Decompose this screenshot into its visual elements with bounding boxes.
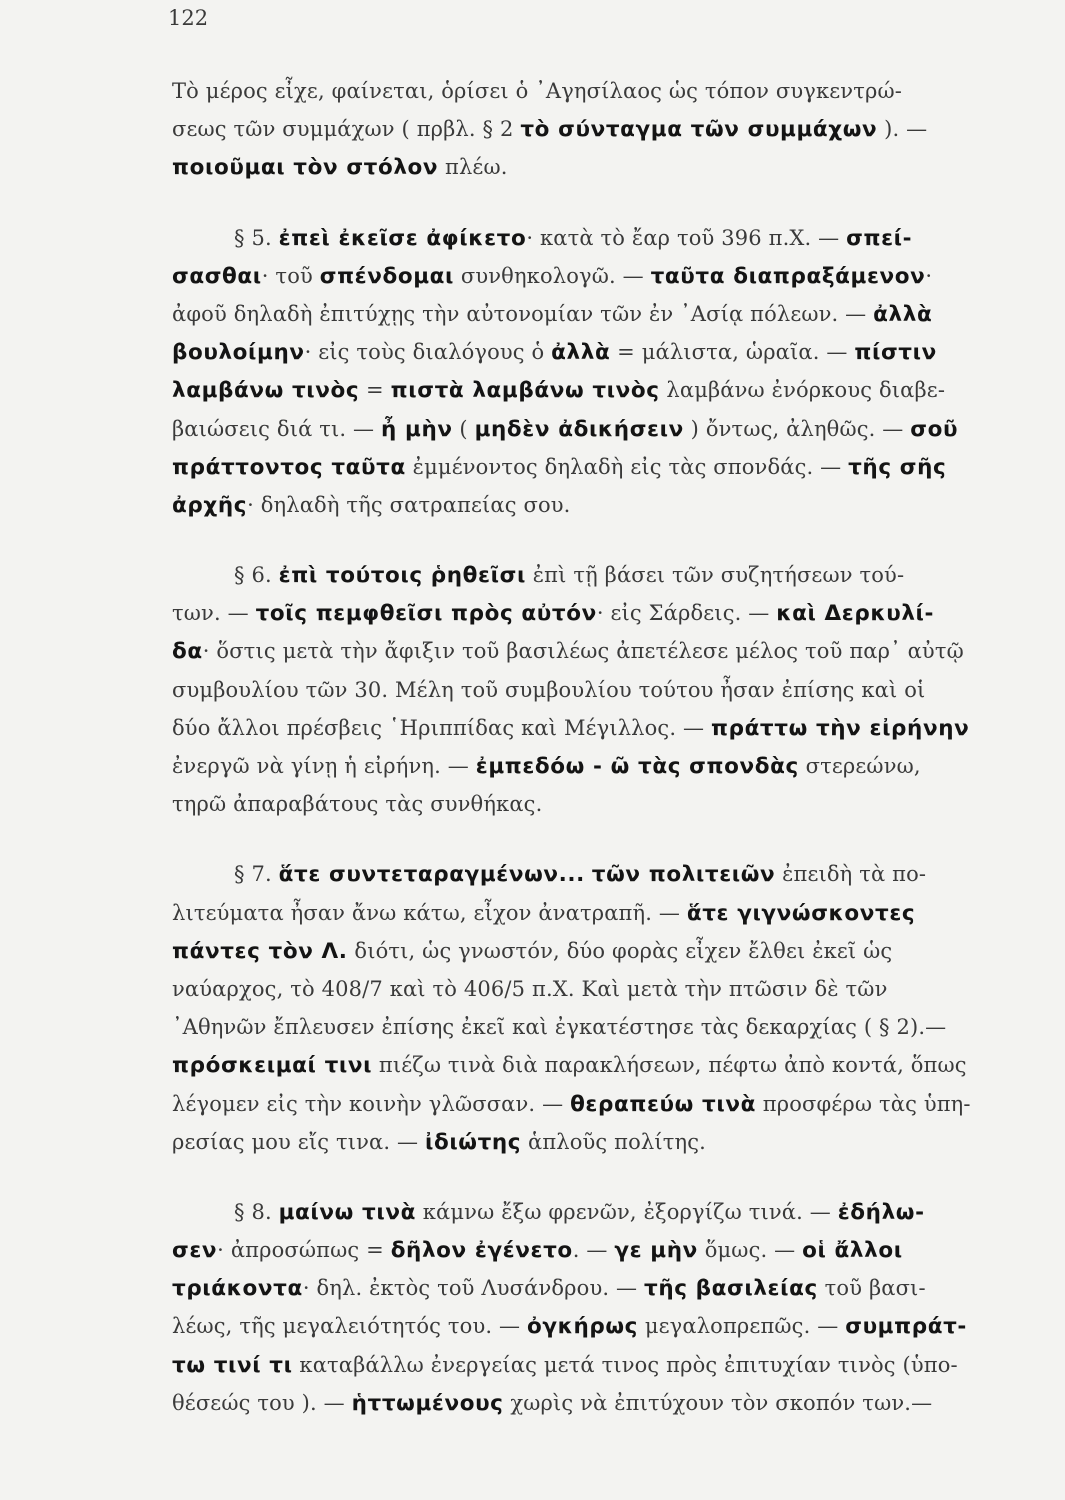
gloss-text xyxy=(585,862,592,886)
bold-lemma: τὸ σύνταγμα τῶν συμμάχων xyxy=(520,117,878,143)
bold-lemma: δῆλον ἐγένετο xyxy=(390,1238,573,1264)
text-line xyxy=(172,594,1030,632)
text-line xyxy=(172,110,1030,148)
gloss-text: · εἰς τοὺς διαλόγους ὁ xyxy=(304,340,552,365)
gloss-text: ἐμμένοντος δηλαδὴ εἰς τὰς σπονδάς. — xyxy=(405,454,849,479)
paragraph xyxy=(172,1193,1030,1422)
gloss-text: μεγαλοπρεπῶς. — xyxy=(638,1314,846,1339)
text-line xyxy=(172,671,1030,709)
bold-lemma: συμπράτ- xyxy=(845,1314,967,1340)
text-line xyxy=(172,257,1030,295)
text-line xyxy=(172,410,1030,448)
gloss-text: συνθηκολογῶ. — xyxy=(454,263,651,288)
gloss-text: ἐπειδὴ τὰ πο- xyxy=(775,862,927,887)
gloss-text: ( xyxy=(452,416,475,441)
bold-lemma: μηδὲν ἀδικήσειν xyxy=(474,416,684,442)
bold-lemma: ἅτε γιγνώσκοντες xyxy=(686,900,916,926)
bold-lemma: σπένδομαι xyxy=(319,263,455,289)
text-line xyxy=(172,1193,1030,1231)
bold-lemma: γε μὴν xyxy=(614,1238,698,1264)
text-line xyxy=(172,486,1030,524)
gloss-text: ἁπλοῦς πολίτης. xyxy=(521,1129,706,1154)
bold-lemma: οἱ ἄλλοι xyxy=(802,1238,903,1264)
bold-lemma: ποιοῦμαι τὸν στόλον xyxy=(172,155,439,181)
gloss-text: λαμβάνω ἐνόρκους διαβε- xyxy=(659,378,946,403)
bold-lemma: ἐμπεδόω - ῶ τὰς σπονδὰς xyxy=(475,754,799,779)
bold-lemma: μαίνω τινὰ xyxy=(278,1199,416,1225)
bold-lemma: σοῦ xyxy=(910,416,959,442)
bold-lemma: τῆς βασιλείας xyxy=(644,1276,818,1302)
gloss-text: = xyxy=(359,378,391,403)
gloss-text: ἐπὶ τῇ βάσει τῶν συζητήσεων τού- xyxy=(525,563,905,588)
text-line xyxy=(172,1269,1030,1307)
gloss-text: § 5. xyxy=(234,225,279,250)
gloss-text: στερεώνω, xyxy=(798,754,921,778)
text-line xyxy=(172,894,1030,932)
gloss-text: λέγομεν εἰς τὴν κοινὴν γλῶσσαν. — xyxy=(172,1091,571,1116)
page-number: 122 xyxy=(168,6,209,30)
bold-lemma: πάντες τὸν Λ. xyxy=(172,938,348,964)
bold-lemma: ἀρχῆς xyxy=(172,492,248,518)
bold-lemma: θεραπεύω τινὰ xyxy=(570,1091,756,1117)
paragraph xyxy=(172,219,1030,525)
bold-lemma: σπεί- xyxy=(846,225,913,251)
gloss-text: προσφέρω τὰς ὑπη- xyxy=(755,1091,971,1116)
gloss-text: των. — xyxy=(172,601,256,626)
text-line xyxy=(172,1123,1030,1161)
bold-lemma: ἦ μὴν xyxy=(381,416,453,442)
gloss-text: θέσεώς του ). — xyxy=(172,1390,352,1415)
gloss-text: § 8. xyxy=(234,1199,279,1224)
paragraph xyxy=(172,556,1030,823)
gloss-text: · εἰς Σάρδεις. — xyxy=(596,601,777,626)
gloss-text: διότι, ὡς γνωστόν, δύο φορὰς εἶχεν ἔλθει ἐκεῖ ὡς xyxy=(347,938,893,963)
gloss-text: τοῦ βασι- xyxy=(817,1276,926,1301)
paragraph xyxy=(172,72,1030,187)
text-line xyxy=(172,632,1030,670)
bold-lemma: σασθαι xyxy=(172,263,262,289)
bold-lemma: ἰδιώτης xyxy=(424,1129,522,1155)
text-line xyxy=(172,219,1030,257)
gloss-text: πλέω. xyxy=(438,155,508,180)
gloss-text: · κατὰ τὸ ἔαρ τοῦ 396 π.Χ. — xyxy=(526,225,847,250)
bold-lemma: πράττω τὴν εἰρήνην xyxy=(710,715,970,741)
text-line xyxy=(172,448,1030,486)
bold-lemma: ἀλλὰ xyxy=(873,301,933,327)
text-line xyxy=(172,785,1030,823)
text-line xyxy=(172,371,1030,409)
gloss-text: · xyxy=(925,263,933,288)
bold-lemma: πρόσκειμαί τινι xyxy=(172,1053,373,1079)
bold-lemma: ἐπεὶ ἐκεῖσε ἀφίκετο xyxy=(278,225,527,251)
bold-lemma: πίστιν xyxy=(854,340,937,366)
bold-lemma: τῶν πολιτειῶν xyxy=(591,862,776,888)
bold-lemma: βουλοίμην xyxy=(172,340,305,366)
text-line xyxy=(172,556,1030,594)
gloss-text: πιέζω τινὰ διὰ παρακλήσεων, πέφτω ἀπὸ κοντά, ὅπως xyxy=(372,1053,967,1078)
text-line xyxy=(172,709,1030,747)
bold-lemma: σεν xyxy=(172,1238,218,1264)
bold-lemma: ἀλλὰ xyxy=(551,340,611,366)
text-line xyxy=(172,333,1030,371)
gloss-text: · ὅστις μετὰ τὴν ἄφιξιν τοῦ βασιλέως ἀπετέλεσε μέλος τοῦ παρ᾿ αὐτῷ xyxy=(202,639,964,664)
paragraph xyxy=(172,855,1030,1161)
bold-lemma: ἐδήλω- xyxy=(837,1199,925,1225)
gloss-text: δύο ἄλλοι πρέσβεις ῾Ηριππίδας καὶ Μέγιλλος. — xyxy=(172,715,711,740)
gloss-text: συμβουλίου τῶν 30. Μέλη τοῦ συμβουλίου τούτου ἦσαν ἐπίσης καὶ οἱ xyxy=(172,677,926,702)
bold-lemma: τω τινί τι xyxy=(172,1352,293,1378)
bold-lemma: τοῖς πεμφθεῖσι πρὸς αὐτόν xyxy=(255,601,597,627)
gloss-text: ἐνεργῶ νὰ γίνῃ ἡ εἰρήνη. — xyxy=(172,754,476,778)
text-line xyxy=(172,1046,1030,1084)
gloss-text: Τὸ μέρος εἶχε, φαίνεται, ὁρίσει ὁ ᾿Αγησίλαος ὡς τόπον συγκεντρώ- xyxy=(172,79,903,103)
bold-lemma: ἐπὶ τούτοις ῥηθεῖσι xyxy=(278,563,526,589)
bold-lemma: πράττοντος ταῦτα xyxy=(172,454,406,480)
text-line xyxy=(172,747,1030,785)
gloss-text: σεως τῶν συμμάχων ( πρβλ. § 2 xyxy=(172,117,521,142)
text-line xyxy=(172,1307,1030,1345)
gloss-text: ). — xyxy=(877,117,928,142)
gloss-text: ) ὄντως, ἀληθῶς. — xyxy=(683,416,911,441)
gloss-text: λέως, τῆς μεγαλειότητός του. — xyxy=(172,1314,527,1339)
text-line xyxy=(172,72,1030,110)
text-line xyxy=(172,932,1030,970)
gloss-text: ὅμως. — xyxy=(697,1238,803,1263)
gloss-text: · τοῦ xyxy=(261,263,320,288)
bold-lemma: ἅτε συντεταραγμένων... xyxy=(278,862,585,888)
gloss-text: τηρῶ ἀπαραβάτους τὰς συνθήκας. xyxy=(172,792,543,817)
gloss-text: . — xyxy=(572,1238,615,1263)
bold-lemma: λαμβάνω τινὸς xyxy=(172,378,360,404)
gloss-text: χωρὶς νὰ ἐπιτύχουν τὸν σκοπόν των.— xyxy=(503,1390,933,1415)
bold-lemma: τῆς σῆς xyxy=(848,454,947,480)
text-line xyxy=(172,855,1030,893)
gloss-text: · δηλ. ἐκτὸς τοῦ Λυσάνδρου. — xyxy=(302,1276,645,1301)
gloss-text: § 6. xyxy=(234,563,279,588)
gloss-text: § 7. xyxy=(234,862,279,887)
bold-lemma: πιστὰ λαμβάνω τινὸς xyxy=(390,378,660,404)
gloss-text: λιτεύματα ἦσαν ἄνω κάτω, εἶχον ἀνατραπῆ. — xyxy=(172,900,687,925)
text-line xyxy=(172,1085,1030,1123)
bold-lemma: δα xyxy=(172,639,203,665)
commentary-text xyxy=(172,72,1030,1454)
text-line xyxy=(172,148,1030,186)
gloss-text: · ἀπροσώπως = xyxy=(217,1238,391,1263)
text-line xyxy=(172,970,1030,1008)
gloss-text: ρεσίας μου εἴς τινα. — xyxy=(172,1129,425,1154)
gloss-text: ναύαρχος, τὸ 408/7 καὶ τὸ 406/5 π.Χ. Καὶ μετὰ τὴν πτῶσιν δὲ τῶν xyxy=(172,976,888,1001)
text-line xyxy=(172,1231,1030,1269)
gloss-text: · δηλαδὴ τῆς σατραπείας σου. xyxy=(247,492,571,517)
gloss-text: ᾿Αθηνῶν ἔπλευσεν ἐπίσης ἐκεῖ καὶ ἐγκατέστησε τὰς δεκαρχίας ( § 2).— xyxy=(172,1015,947,1040)
bold-lemma: ταῦτα διαπραξάμενον xyxy=(650,263,926,289)
gloss-text: καταβάλλω ἐνεργείας μετά τινος πρὸς ἐπιτυχίαν τινὸς (ὑπο- xyxy=(292,1352,958,1377)
gloss-text: = μάλιστα, ὡραῖα. — xyxy=(610,340,855,365)
bold-lemma: τριάκοντα xyxy=(172,1276,303,1302)
gloss-text: ἀφοῦ δηλαδὴ ἐπιτύχῃς τὴν αὐτονομίαν τῶν ἐν ᾿Ασίᾳ πόλεων. — xyxy=(172,301,874,326)
text-line xyxy=(172,1008,1030,1046)
bold-lemma: ἡττωμένους xyxy=(351,1390,504,1416)
bold-lemma: καὶ Δερκυλί- xyxy=(776,601,935,627)
text-line xyxy=(172,295,1030,333)
text-line xyxy=(172,1346,1030,1384)
gloss-text: κάμνω ἔξω φρενῶν, ἐξοργίζω τινά. — xyxy=(415,1199,838,1224)
gloss-text: βαιώσεις διά τι. — xyxy=(172,416,382,441)
bold-lemma: ὀγκήρως xyxy=(527,1314,639,1340)
text-line xyxy=(172,1384,1030,1422)
